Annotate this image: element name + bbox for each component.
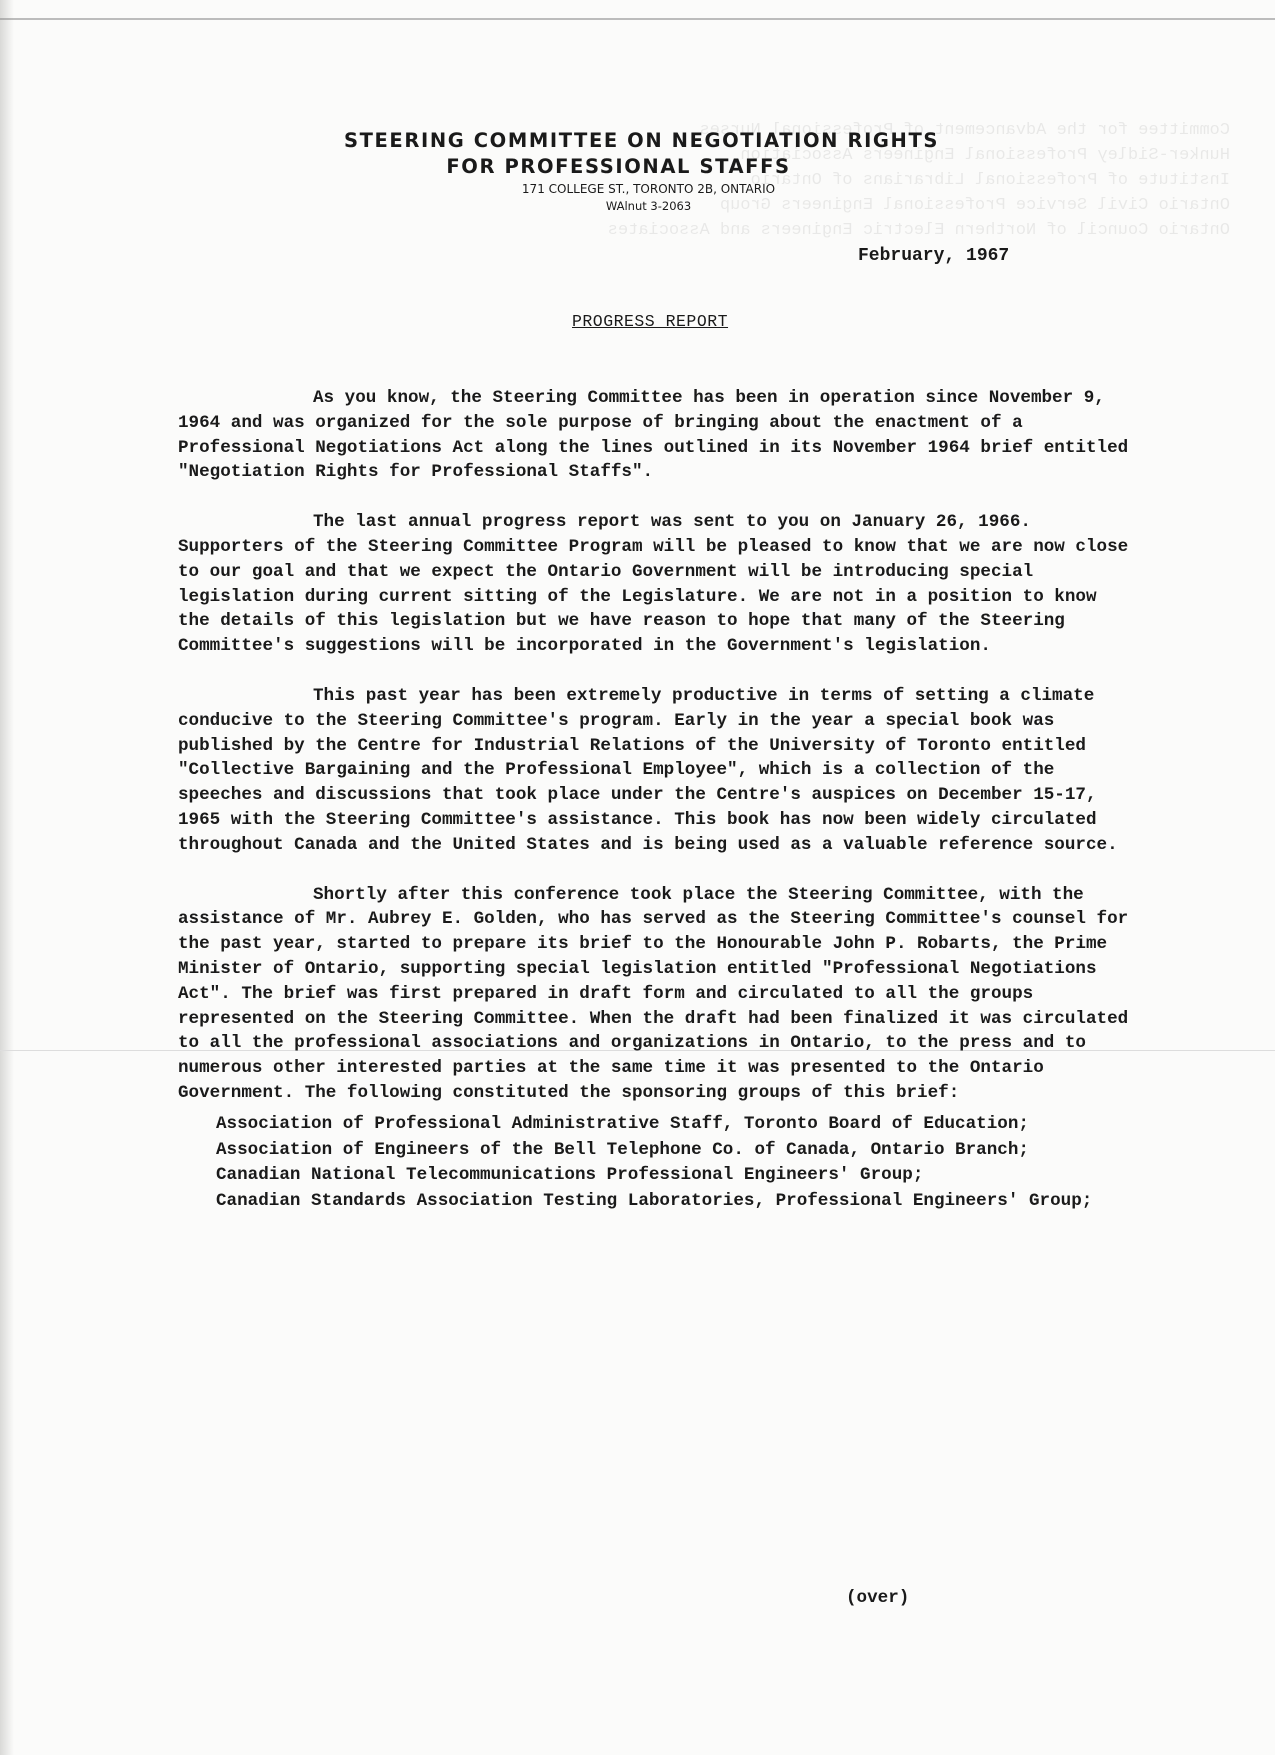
paragraph-1: As you know, the Steering Committee has been in operation since November 9, 1964 and was organized for the sole purpose of bringing about the enactment of a Professional Negotiations Act along the lines outlined in its November 1964 brief entitled "Negotiation Rights for Professional Staffs".: [178, 388, 1129, 483]
paragraph-2: The last annual progress report was sent to you on January 26, 1966. Supporters of the Steering Committee Program will be pleased to know that we are now close to our goal and that we expect the Ontario Government will be introducing special legislation during current sitting of the Legislature. We are not in a position to know the details of this legislation but we have reason to hope that many of the Steering Committee's suggestions will be incorporated in the Government's legislation.: [178, 512, 1129, 657]
report-title: PROGRESS REPORT: [572, 312, 729, 331]
organization-phone: WAlnut 3-2063: [605, 199, 692, 213]
scan-top-edge: [0, 18, 1275, 20]
sponsor-item: Canadian National Telecommunications Professional Engineers' Group;: [216, 1165, 924, 1186]
sponsor-item: Association of Professional Administrative Staff, Toronto Board of Education;: [216, 1113, 1029, 1134]
paragraph-4: Shortly after this conference took place the Steering Committee, with the assistance of Mr. Aubrey E. Golden, who has served as the Steering Committee's counsel for the past year, started to prepare its brief to the Honourable John P. Robarts, the Prime Minister of Ontario, supporting special legislation entitled "Professional Negotiations Act". The brief was first prepared in draft form and circulated to all the groups represented on the Steering Committee. When the draft had been finalized it was circulated to all the professional associations and organizations in Ontario, to the press and to numerous other interested parties at the same time it was presented to the Ontario Government. The following constituted the sponsoring groups of this brief:: [178, 884, 1129, 1103]
organization-name-line-2: FOR PROFESSIONAL STAFFS: [446, 155, 791, 178]
continued-over-note: (over): [846, 1588, 910, 1608]
sponsor-list: [216, 1112, 1138, 1214]
sponsor-item: Canadian Standards Association Testing Laboratories, Professional Engineers' Group;: [216, 1191, 1093, 1212]
report-body: [178, 386, 1138, 1215]
sponsor-item: Association of Engineers of the Bell Telephone Co. of Canada, Ontario Branch;: [216, 1139, 1029, 1160]
document-date: February, 1967: [858, 246, 1010, 266]
organization-name-line-1: STEERING COMMITTEE ON NEGOTIATION RIGHTS: [343, 129, 940, 152]
organization-address: 171 COLLEGE ST., TORONTO 2B, ONTARIO: [521, 182, 776, 196]
letterhead: [0, 128, 1275, 215]
paragraph-3: This past year has been extremely productive in terms of setting a climate conducive to the Steering Committee's program. Early in the year a special book was published by the Centre for Industrial Relations of the University of Toronto entitled "Collective Bargaining and the Professional Employee", which is a collection of the speeches and discussions that took place under the Centre's auspices on December 15-17, 1965 with the Steering Committee's assistance. This book has now been widely circulated throughout Canada and the United States and is being used as a valuable reference source.: [178, 685, 1118, 855]
reverse-side-bleed-through: Committee for the Advancement of Professional Nurses Hunker-Sidley Professional Engineers Association Institute of Professional Librarians of Ontario Ontario Civil Service Professional Engineers Group Ontario Council of Northern Electric Engineers and Associates: [607, 121, 1230, 240]
scan-left-edge: [0, 0, 14, 1755]
